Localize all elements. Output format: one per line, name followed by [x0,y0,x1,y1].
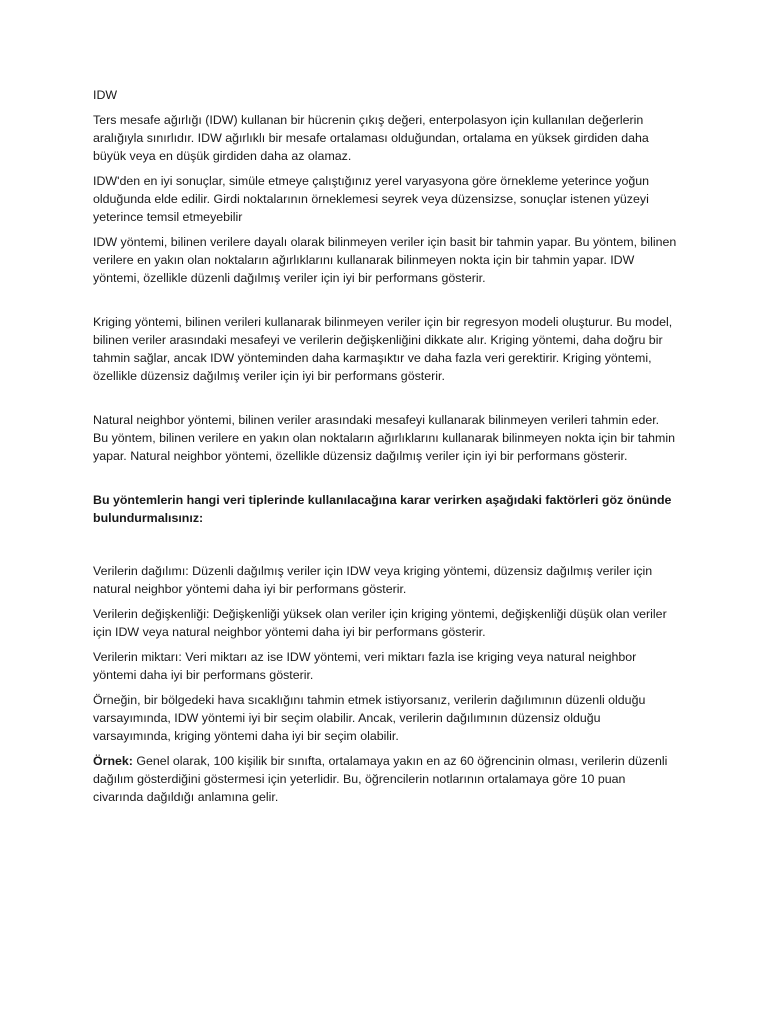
paragraph-data-variability: Verilerin değişkenliği: Değişkenliği yüksek olan veriler için kriging yöntemi, değişkenliği düşük olan veriler için IDW veya natural neighbor yöntemi daha iyi bir performans gösterir. [93,607,667,639]
example-text: Genel olarak, 100 kişilik bir sınıfta, ortalamaya yakın en az 60 öğrencinin olması, verilerin düzenli dağılım gösterdiğini göstermesi için yeterlidir. Bu, öğrencilerin notlarının ortalamaya göre 10 puan civarında dağıldığı anlamına gelir. [93,754,668,804]
document-body [93,86,677,813]
paragraph-idw-output-range: Ters mesafe ağırlığı (IDW) kullanan bir hücrenin çıkış değeri, enterpolasyon için kullanılan değerlerin aralığıyla sınırlıdır. IDW ağırlıklı bir mesafe ortalaması olduğundan, ortalama en yüksek girdiden daha büyük veya en düşük girdiden daha az olamaz. [93,113,649,163]
paragraph-temperature-example: Örneğin, bir bölgedeki hava sıcaklığını tahmin etmek istiyorsanız, verilerin dağılımının düzenli olduğu varsayımında, IDW yöntemi iyi bir seçim olabilir. Ancak, verilerin dağılımının düzensiz olduğu varsayımında, kriging yöntemi daha iyi bir seçim olabilir. [93,693,646,743]
paragraph-idw-sampling: IDW'den en iyi sonuçlar, simüle etmeye çalıştığınız yerel varyasyona göre örnekleme yeterince yoğun olduğunda elde edilir. Girdi noktalarının örneklemesi seyrek veya düzensizse, sonuçlar istenen yüzeyi yeterince temsil etmeyebilir [93,174,650,224]
paragraph-kriging-method: Kriging yöntemi, bilinen verileri kullanarak bilinmeyen veriler için bir regresyon modeli oluşturur. Bu model, bilinen veriler arasındaki mesafeyi ve verilerin değişkenliğini dikkate alır. Kriging yöntemi, daha doğru bir tahmin sağlar, ancak IDW yönteminden daha karmaşıktır ve daha fazla veri gerektirir. Kriging yöntemi, özellikle düzensiz dağılmış veriler için iyi bir performans gösterir. [93,315,673,383]
paragraph-example [93,752,677,806]
paragraph-data-distribution: Verilerin dağılımı: Düzenli dağılmış veriler için IDW veya kriging yöntemi, düzensiz dağılmış veriler için natural neighbor yöntemi daha iyi bir performans gösterir. [93,564,653,596]
paragraph-selection-factors: Bu yöntemlerin hangi veri tiplerinde kullanılacağına karar verirken aşağıdaki faktörleri göz önünde bulundurmalısınız: [93,493,672,525]
paragraph-natural-neighbor-method: Natural neighbor yöntemi, bilinen veriler arasındaki mesafeyi kullanarak bilinmeyen verileri tahmin eder. Bu yöntem, bilinen verilere en yakın olan noktaların ağırlıklarını kullanarak bilinmeyen nokta için bir tahmin yapar. Natural neighbor yöntemi, özellikle düzensiz dağılmış veriler için iyi bir performans gösterir. [93,413,675,463]
paragraph-data-amount: Verilerin miktarı: Veri miktarı az ise IDW yöntemi, veri miktarı fazla ise kriging veya natural neighbor yöntemi daha iyi bir performans gösterir. [93,650,637,682]
document-heading: IDW [93,88,118,102]
example-label: Örnek: [93,754,133,768]
paragraph-idw-method: IDW yöntemi, bilinen verilere dayalı olarak bilinmeyen veriler için basit bir tahmin yapar. Bu yöntem, bilinen verilere en yakın olan noktaların ağırlıklarını kullanarak bilinmeyen nokta için bir tahmin yapar. IDW yöntemi, özellikle düzenli dağılmış veriler için iyi bir performans gösterir. [93,235,677,285]
